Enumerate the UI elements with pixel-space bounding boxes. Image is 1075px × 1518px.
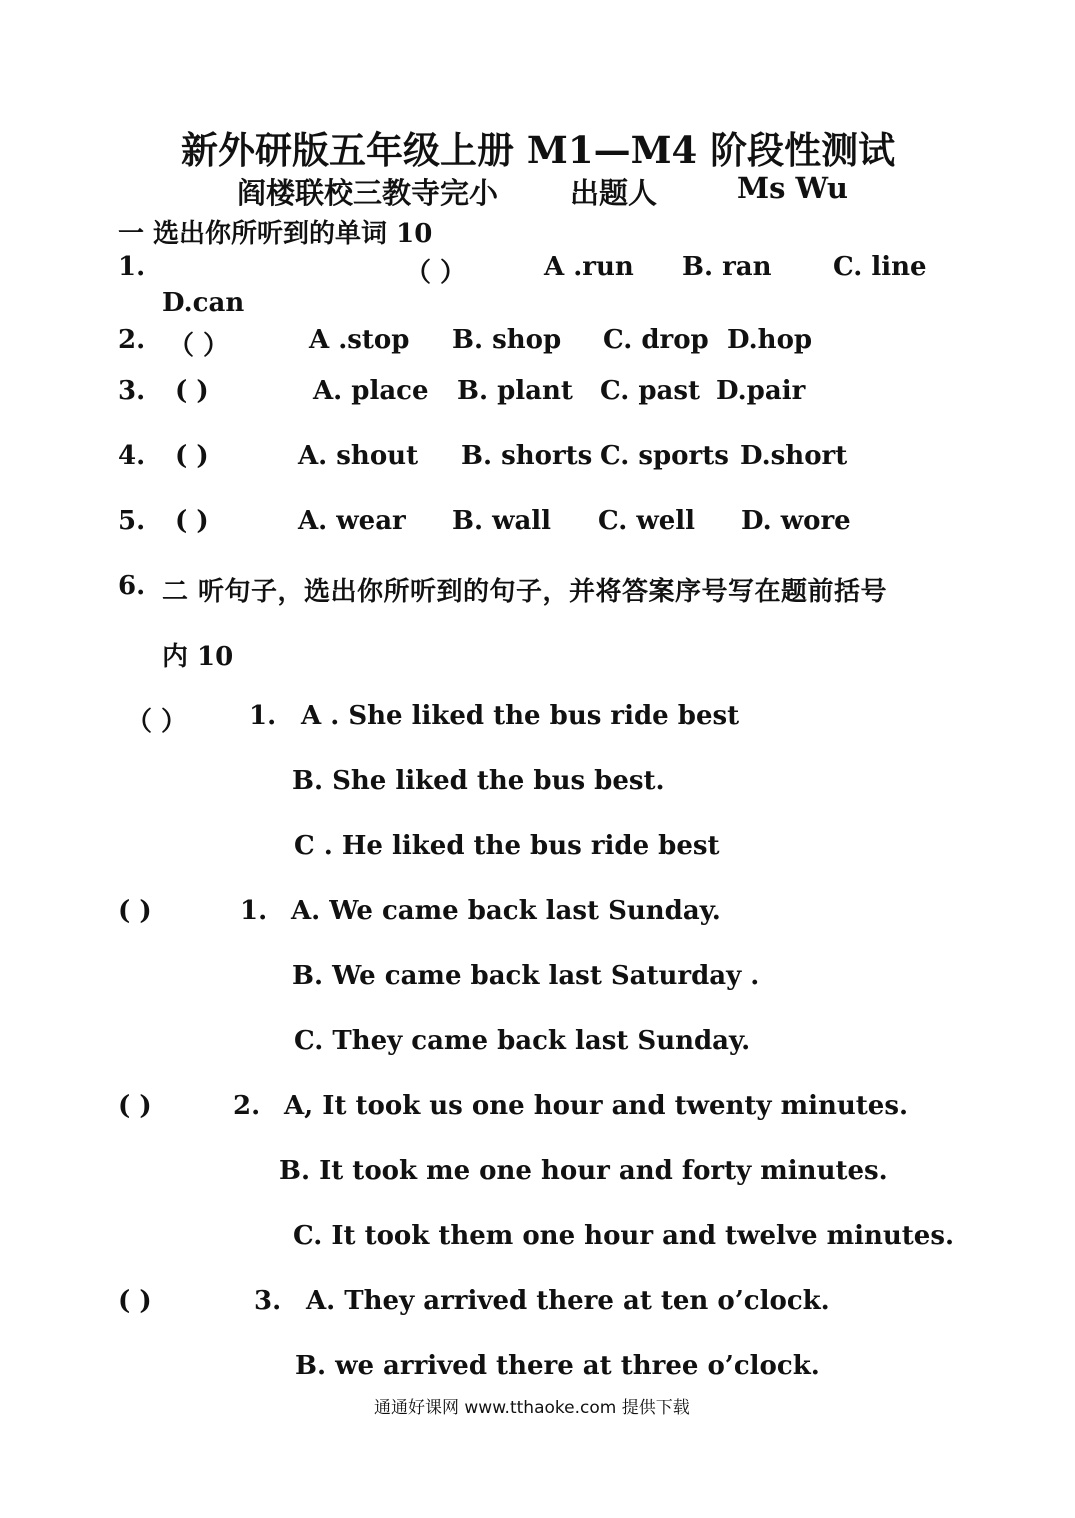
item4-option-c: C. sports <box>600 441 729 471</box>
item5-number: 5. <box>118 506 146 536</box>
q4-option-a: A. They arrived there at ten o’clock. <box>306 1286 830 1316</box>
item4-option-b: B. shorts <box>461 441 593 471</box>
q1-number: 1. <box>249 701 277 731</box>
q4-number: 3. <box>254 1286 282 1316</box>
page-title: 新外研版五年级上册 M1—M4 阶段性测试 <box>181 128 896 172</box>
item5-option-d: D. wore <box>741 506 851 536</box>
q3-answer-blank[interactable]: ( ) <box>118 1091 152 1121</box>
item4-answer-blank[interactable]: ( ) <box>175 441 209 471</box>
q2-number: 1. <box>240 896 268 926</box>
item3-answer-blank[interactable]: ( ) <box>175 376 209 406</box>
q2-option-c: C. They came back last Sunday. <box>294 1026 751 1056</box>
q3-option-b: B. It took me one hour and forty minutes. <box>279 1156 888 1186</box>
section2-heading-cont: 内 10 <box>162 642 234 672</box>
item1-option-d: D.can <box>162 288 245 318</box>
author-label: 出题人 <box>570 176 658 210</box>
footer-credit: 通通好课网 www.tthaoke.com 提供下载 <box>374 1398 690 1418</box>
q2-option-a: A. We came back last Sunday. <box>291 896 721 926</box>
q1-answer-blank[interactable]: （ ） <box>126 707 188 737</box>
item5-answer-blank[interactable]: ( ) <box>175 506 209 536</box>
item1-option-a: A .run <box>544 252 634 282</box>
item4-option-d: D.short <box>740 441 848 471</box>
item1-answer-blank[interactable]: （ ） <box>405 258 467 288</box>
q2-option-b: B. We came back last Saturday . <box>292 961 760 991</box>
q2-answer-blank[interactable]: ( ) <box>118 896 152 926</box>
item1-option-c: C. line <box>833 252 927 282</box>
q4-answer-blank[interactable]: ( ) <box>118 1286 152 1316</box>
item2-option-c: C. drop <box>603 325 709 355</box>
item4-option-a: A. shout <box>298 441 419 471</box>
item3-option-a: A. place <box>313 376 429 406</box>
q1-option-b: B. She liked the bus best. <box>292 766 665 796</box>
item5-option-b: B. wall <box>452 506 552 536</box>
section2-heading: 二 听句子，选出你所听到的句子，并将答案序号写在题前括号 <box>162 577 888 607</box>
item5-option-a: A. wear <box>298 506 406 536</box>
item3-option-b: B. plant <box>457 376 573 406</box>
item2-answer-blank[interactable]: （ ） <box>168 331 230 361</box>
section2-number: 6. <box>118 571 146 601</box>
q4-option-b: B. we arrived there at three o’clock. <box>295 1351 820 1381</box>
item2-option-a: A .stop <box>309 325 410 355</box>
section1-heading: 一 选出你所听到的单词 10 <box>118 219 433 249</box>
item3-option-c: C. past <box>600 376 701 406</box>
item2-number: 2. <box>118 325 146 355</box>
item5-option-c: C. well <box>598 506 696 536</box>
item1-option-b: B. ran <box>682 252 772 282</box>
author-name: Ms Wu <box>737 171 849 205</box>
item2-option-d: D.hop <box>727 325 813 355</box>
school-name: 阎楼联校三教寺完小 <box>237 176 499 210</box>
item3-number: 3. <box>118 376 146 406</box>
item4-number: 4. <box>118 441 146 471</box>
item1-number: 1. <box>118 252 146 282</box>
item3-option-d: D.pair <box>716 376 806 406</box>
q3-option-c: C. It took them one hour and twelve minutes. <box>293 1221 955 1251</box>
q3-option-a: A, It took us one hour and twenty minutes. <box>284 1091 909 1121</box>
q1-option-a: A . She liked the bus ride best <box>301 701 740 731</box>
q3-number: 2. <box>233 1091 261 1121</box>
q1-option-c: C . He liked the bus ride best <box>294 831 720 861</box>
item2-option-b: B. shop <box>452 325 562 355</box>
